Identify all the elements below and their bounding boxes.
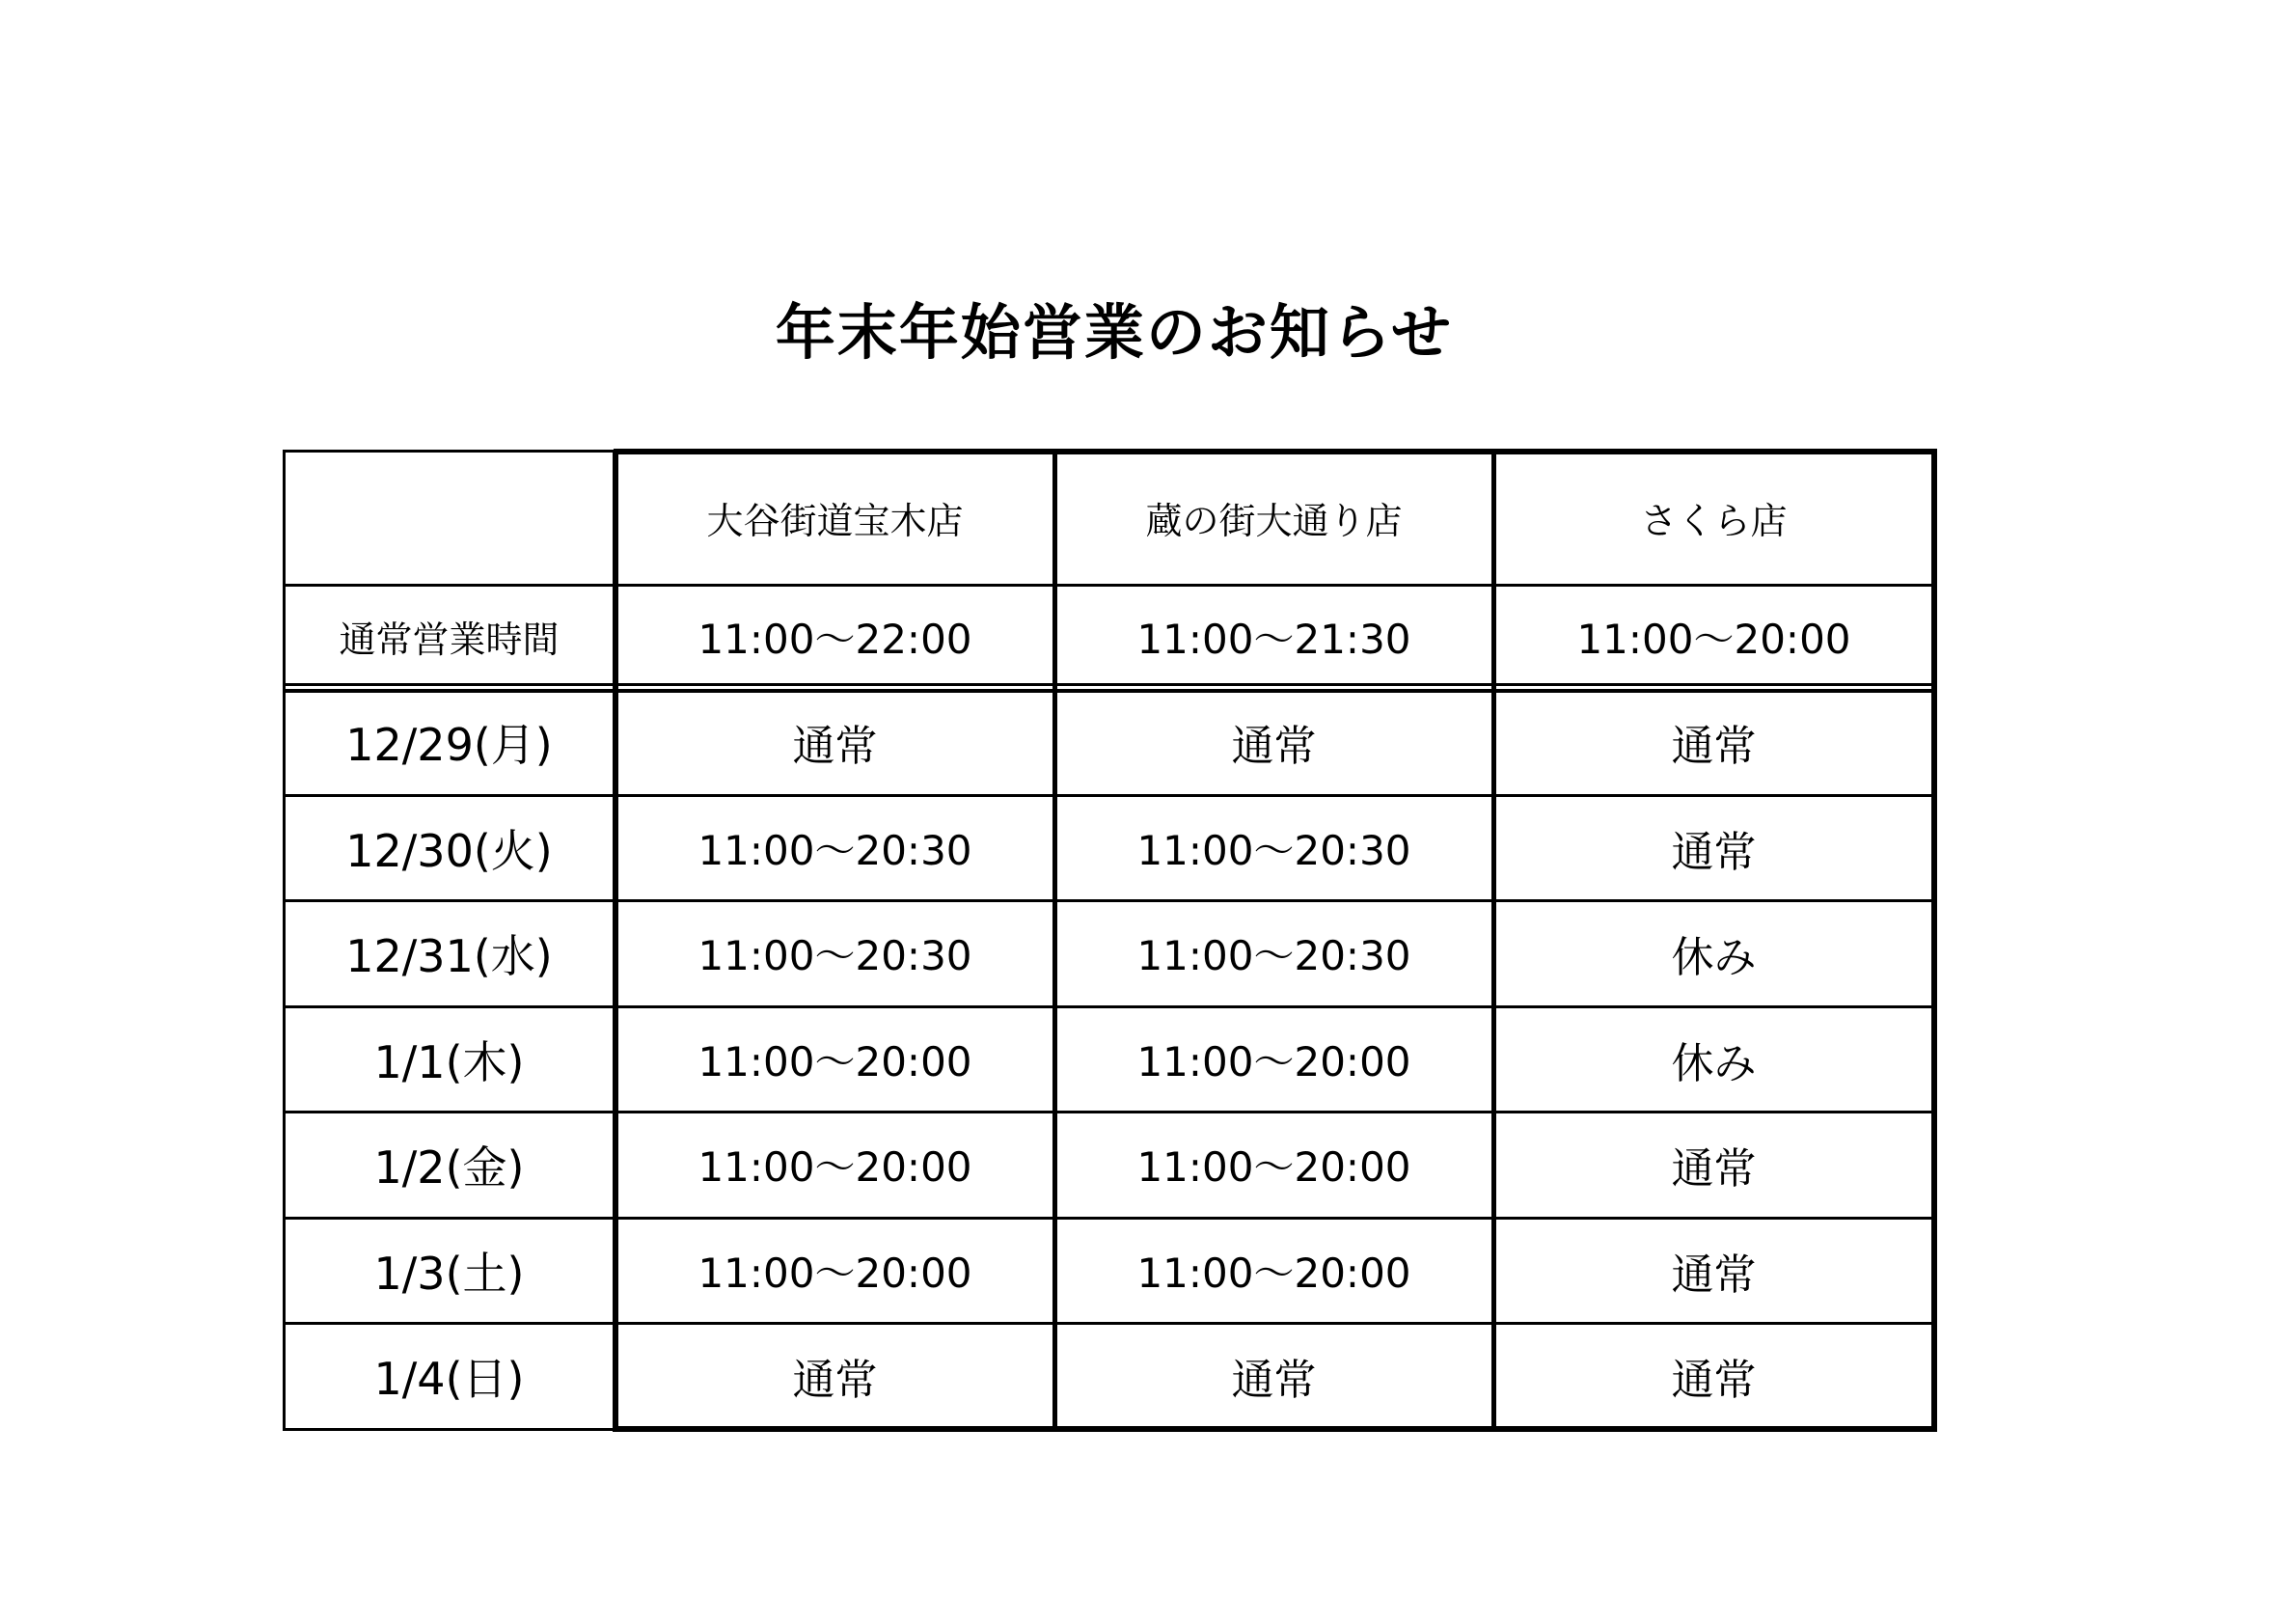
date-cell: 1/2(金) — [373, 1141, 525, 1194]
schedule-cell: 通常 — [1671, 827, 1757, 877]
schedule-cell: 通常 — [792, 1356, 878, 1405]
business-hours-table — [283, 450, 1937, 1431]
schedule-cell: 通常 — [1671, 721, 1757, 771]
table-border-left — [283, 450, 286, 1431]
table-border-right — [1931, 450, 1937, 1432]
page-title: 年末年始営業のお知らせ — [775, 297, 1454, 368]
store-header-1: 大谷街道宝木店 — [706, 499, 964, 542]
schedule-cell: 11:00〜20:00 — [697, 1143, 972, 1191]
date-cell: 12/30(火) — [345, 824, 553, 877]
row-divider-double — [283, 689, 1934, 693]
date-cell: 12/29(月) — [345, 718, 553, 771]
schedule-cell: 11:00〜20:30 — [1136, 826, 1411, 874]
column-divider — [1491, 450, 1496, 1432]
store-header-2: 蔵の街大通り店 — [1145, 499, 1403, 542]
schedule-cell: 通常 — [792, 721, 878, 771]
table-border-top — [283, 450, 615, 453]
row-divider — [283, 1322, 1934, 1325]
date-cell: 12/31(水) — [345, 930, 553, 982]
row-divider — [283, 584, 1934, 587]
row-divider — [283, 1005, 1934, 1008]
row-divider-double — [283, 683, 1934, 686]
date-cell: 1/4(日) — [373, 1353, 525, 1405]
column-divider — [613, 450, 618, 1432]
store-header-3: さくら店 — [1640, 499, 1788, 542]
schedule-cell: 通常 — [1231, 1356, 1317, 1405]
schedule-cell: 休み — [1671, 933, 1757, 982]
regular-hours-cell: 11:00〜22:00 — [697, 615, 972, 663]
schedule-cell: 通常 — [1671, 1250, 1757, 1300]
schedule-cell: 通常 — [1231, 721, 1317, 771]
regular-hours-label: 通常営業時間 — [339, 618, 560, 661]
row-divider — [283, 1111, 1934, 1113]
row-divider — [283, 899, 1934, 902]
table-border-bottom-thick — [614, 1426, 1937, 1432]
schedule-cell: 11:00〜20:00 — [697, 1249, 972, 1297]
schedule-cell: 11:00〜20:00 — [1136, 1143, 1411, 1191]
schedule-cell: 休み — [1671, 1038, 1757, 1088]
schedule-cell: 11:00〜20:30 — [697, 932, 972, 979]
corner-cell — [283, 450, 615, 585]
column-divider — [1052, 450, 1057, 1432]
schedule-cell: 11:00〜20:00 — [1136, 1249, 1411, 1297]
date-cell: 1/1(木) — [373, 1035, 525, 1088]
schedule-cell: 11:00〜20:00 — [697, 1037, 972, 1085]
schedule-cell: 11:00〜20:30 — [697, 826, 972, 874]
regular-hours-cell: 11:00〜21:30 — [1136, 615, 1411, 663]
regular-hours-cell: 11:00〜20:00 — [1576, 615, 1851, 663]
table-border-top-thick — [614, 449, 1937, 454]
schedule-cell: 11:00〜20:30 — [1136, 932, 1411, 979]
schedule-cell: 11:00〜20:00 — [1136, 1037, 1411, 1085]
row-divider — [283, 1217, 1934, 1220]
schedule-cell: 通常 — [1671, 1144, 1757, 1194]
table-border-bottom — [283, 1428, 615, 1431]
date-cell: 1/3(土) — [373, 1247, 525, 1300]
row-divider — [283, 794, 1934, 797]
schedule-cell: 通常 — [1671, 1356, 1757, 1405]
